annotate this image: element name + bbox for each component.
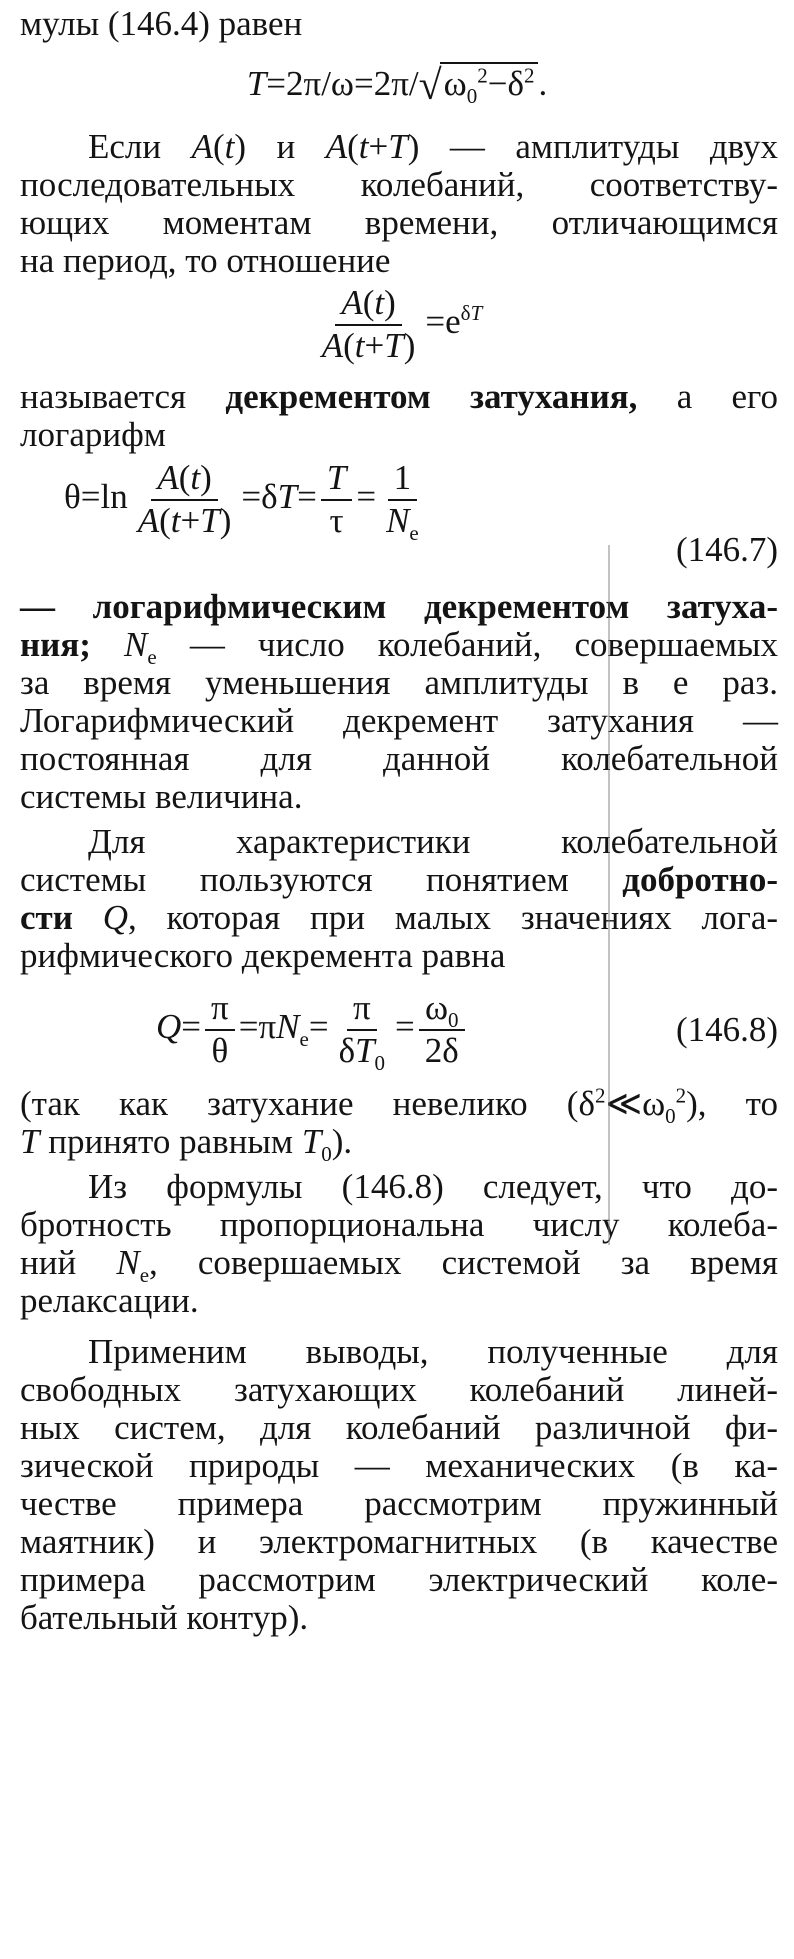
text-line: маятник) и электромагнитных (в качестве — [20, 1522, 778, 1561]
term-damping-decrement: декрементом затухания, — [225, 377, 638, 416]
text-line: сти Q, которая при малых значениях лога- — [20, 898, 779, 937]
text-line: — логарифмическим декрементом затуха- — [20, 587, 778, 626]
text-line: свободных затухающих колебаний линей- — [20, 1370, 778, 1409]
text-fragment: , которая при малых значениях лога- — [127, 898, 779, 937]
text-line: мулы (146.4) равен — [20, 4, 303, 43]
quality-factor-formula: Q= $\frac{\pi}{\theta}$ $=\pi N_e=$ $\frac{\pi}{\delta T_0}$ = $\frac{\omega_0}{2\delta}$ — [156, 990, 616, 1070]
text-line: (так как затухание невелико $(\delta^2≪\omega_0^2)$, то — [20, 1083, 778, 1128]
text-line: бательный контур). — [20, 1598, 309, 1637]
text-line: Если A(t) и A(t+T) — амплитуды двух — [88, 127, 778, 166]
text-fragment: ), то — [686, 1084, 778, 1123]
text-line: последовательных колебаний, соответству- — [20, 165, 778, 204]
term-quality-factor: добротно- — [622, 860, 778, 899]
scan-artifact-line — [608, 545, 610, 1245]
period-formula: $T=2\pi/\omega=2\pi/√\omega_0^2-\delta^2$ . — [246, 63, 548, 109]
text-line: зической природы — механических (в ка- — [20, 1446, 778, 1485]
text-line: T принято равным $T_0$). — [20, 1122, 353, 1166]
term-fragment: ния; — [20, 625, 91, 664]
text-line: Логарифмический декремент затухания — — [20, 701, 778, 740]
equation-number: (146.7) — [675, 530, 778, 569]
text-line: на период, то отношение — [20, 241, 391, 280]
decrement-ratio-formula: $\frac{A(t)}{A(t+T)}$ $=e^{\delta T}$ — [321, 283, 483, 365]
text-fragment: называется — [20, 377, 187, 416]
text-fragment: принято равным — [48, 1122, 294, 1161]
text-line: примера рассмотрим электрический коле- — [20, 1560, 778, 1599]
text-line: ний $N_e$, совершаемых системой за время — [20, 1243, 778, 1287]
text-fragment: — число колебаний, совершаемых — [189, 625, 779, 664]
text-line: релаксации. — [20, 1281, 199, 1320]
text-line: ных систем, для колебаний различной фи- — [20, 1408, 778, 1447]
text-fragment: , совершаемых системой за время — [149, 1243, 778, 1282]
text-line: ния; $N_e$ — число колебаний, совершаемых — [20, 625, 779, 669]
text-line: честве примера рассмотрим пружинный — [20, 1484, 778, 1523]
text-line: за время уменьшения амплитуды в e раз. — [20, 663, 778, 702]
text-line: постоянная для данной колебательной — [20, 739, 778, 778]
text-line: рифмического декремента равна — [20, 936, 506, 975]
text-fragment: системы пользуются понятием — [20, 860, 569, 899]
text-line: ющих моментам времени, отличающимся — [20, 203, 778, 242]
text-line: системы величина. — [20, 777, 303, 816]
text-line: бротность пропорциональна числу колеба- — [20, 1205, 778, 1244]
text-fragment: а его — [676, 377, 779, 416]
text-fragment: ний — [20, 1243, 77, 1282]
text-line: Для характеристики колебательной — [88, 822, 778, 861]
text-line: логарифм — [20, 415, 166, 454]
text-line: Применим выводы, полученные для — [88, 1332, 778, 1371]
equation-number: (146.8) — [675, 1010, 778, 1049]
term-fragment: сти — [20, 898, 73, 937]
log-decrement-formula: θ=ln $\frac{A(t)}{A(t+T)}$ =δT= $\frac{T}{\tau}$ = $\frac{1}{N_e}$ — [64, 458, 419, 545]
text-line: Из формулы (146.8) следует, что до- — [88, 1167, 778, 1206]
text-fragment: (так как затухание невелико ( — [20, 1084, 579, 1123]
